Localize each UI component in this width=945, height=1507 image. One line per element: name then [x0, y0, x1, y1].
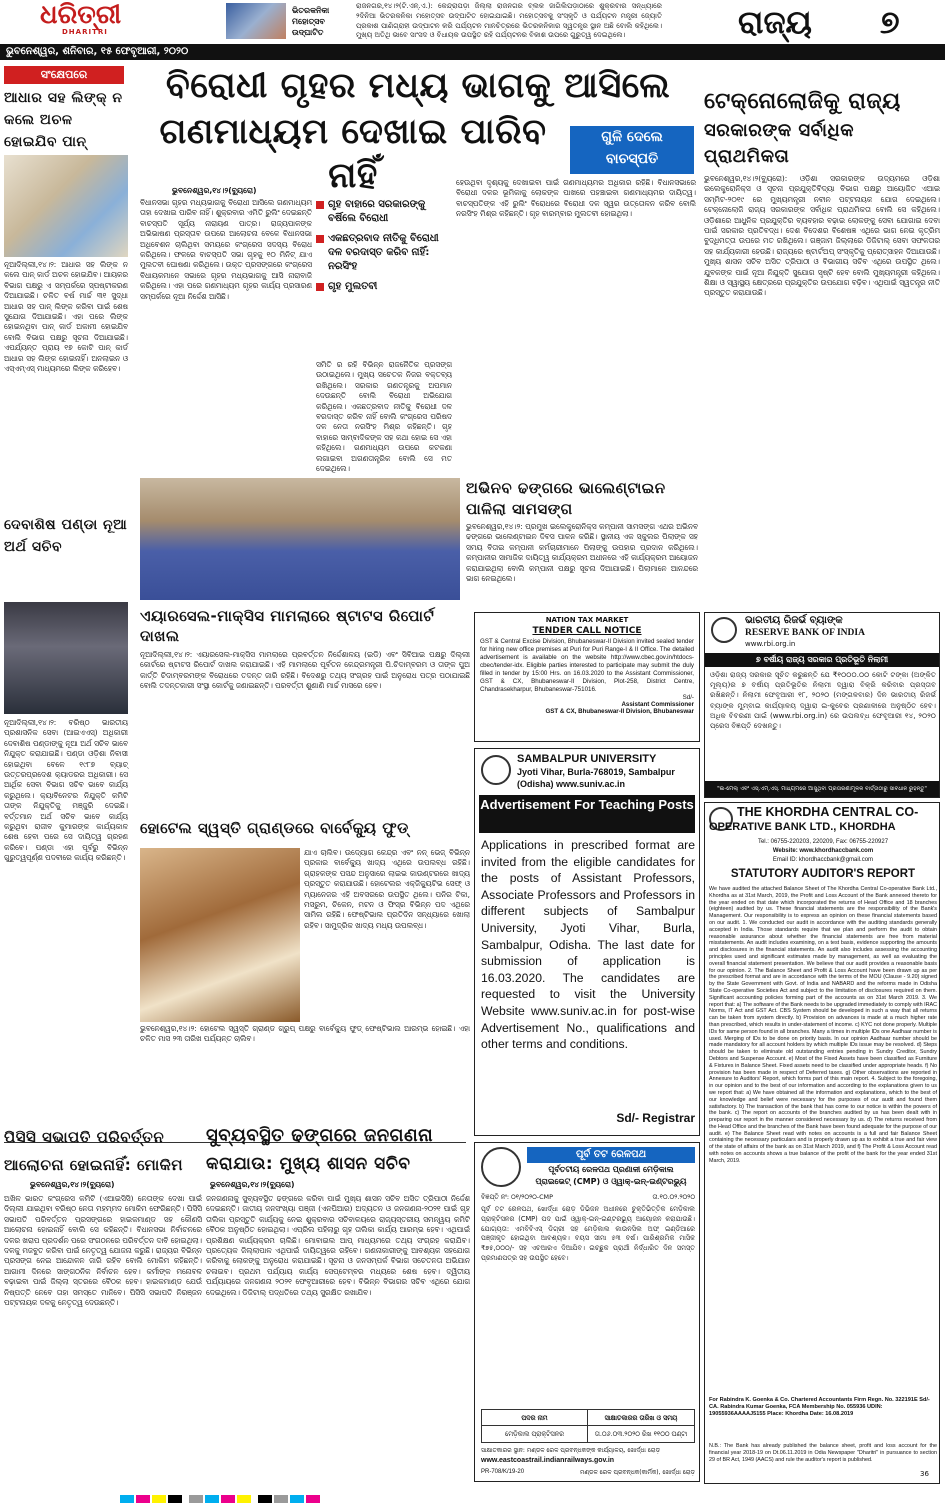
color-swatches: [120, 1488, 820, 1507]
bullet-icon: [316, 235, 324, 243]
lead-tag-line1: ଗୁଳି ଦେଲେ: [601, 129, 663, 145]
bank-contact-3: Email ID: khordhaccbank@gmail.com: [772, 857, 874, 863]
briefs-label: ସଂକ୍ଷେପରେ: [4, 66, 124, 84]
teaching-posts-banner: Advertisement For Teaching Posts: [479, 795, 695, 833]
railway-notice-date: ତା.୧୦.୦୨.୨୦୨୦: [652, 1193, 695, 1201]
rbi-ad: [704, 612, 940, 798]
railway-ad: [474, 1142, 700, 1482]
auditor-nb: N.B.: The Bank has already published the balance sheet, profit and loss account for the financial year 2018-19 on Dt.06.11.2019 in Odia Newspaper "Dharitri" in pursuance to section 29 of BR Act, 1949 (AACS) and rule the auditor's report is published.: [709, 1443, 937, 1463]
aadhaar-pan-photo: [4, 155, 128, 257]
railway-text: ପୂର୍ବ ତଟ ରେଳପଥ, ଖୋର୍ଦ୍ଧା ରୋଡ଼ ଡିଭିଜନ ଅଧୀନରେ ଚୁକ୍ତିଭିତ୍ତିକ ମେଡ଼ିକାଲ ପ୍ରାକ୍ଟିସନର (CMP) ପଦ ପାଇଁ ଓ୍ୱାକ୍-ଇନ୍-ଇଣ୍ଟରଭ୍ୟୁ ଆୟୋଜନ କରାଯାଉଛି। ଯୋଗ୍ୟତା: ଏମବିବିଏସ୍ ଡିଗ୍ରୀ ସହ ମେଡ଼ିକାଲ କାଉନସିଲ ଅଫ୍ ଇଣ୍ଡିଆରେ ପଞ୍ଜୀକୃତ ହୋଇଥିବା ଆବଶ୍ୟକ। ବୟସ ସୀମା ୫୩ ବର୍ଷ। ପାରିଶ୍ରମିକ ମାସିକ ₹୭୫,୦୦୦/- ସହ ଏଚଆରଏ ଦିଆଯିବ। ଇଚ୍ଛୁକ ପ୍ରାର୍ଥୀ ନିର୍ଦ୍ଧାରିତ ଦିନ ସମସ୍ତ ପ୍ରମାଣପତ୍ର ସହ ଉପସ୍ଥିତ ହେବେ।: [481, 1205, 695, 1262]
color-registration-bar: [120, 1488, 820, 1498]
lead-tag-line2: ବାଚସ୍ପତି: [605, 151, 659, 167]
samsung-text: ଭୁବନେଶ୍ୱର,୧୪।୨: ପ୍ରମୁଖ ଇଲେକ୍ଟ୍ରୋନିକ୍ସ କମ୍ପାନୀ ସାମସଙ୍ଗ ଏଥର ଅଭିନବ ଢଙ୍ଗରେ ଭାଲେଣ୍ଟାଇନ ଦିବସ ପାଳନ କରିଛି। ସ୍ଥାନୀୟ ଏକ ସ୍କୁଲର ପିଲାଙ୍କ ସହ ସମୟ ବିତାଇ କମ୍ପାନୀ କର୍ମଚାରୀମାନେ ପିଲାଙ୍କୁ ଉପହାର ପ୍ରଦାନ କରିଥିଲେ। କମ୍ପାନୀର ସାମାଜିକ ଦାୟିତ୍ୱ କାର୍ଯ୍ୟକ୍ରମ ଅଧୀନରେ ଏହି କାର୍ଯ୍ୟକ୍ରମ ଆୟୋଜନ କରାଯାଇଥିଲା ବୋଲି କମ୍ପାନୀ ପକ୍ଷରୁ ସୂଚନା ଦିଆଯାଇଛି। ପିଲାମାନେ ଆନନ୍ଦରେ ଭାଗ ନେଇଥିଲେ।: [466, 522, 698, 584]
railway-head-1: ପୂର୍ବ ତଟ ରେଳପଥ: [527, 1147, 695, 1163]
page-number: ୭: [880, 3, 900, 41]
university-address-1: Jyoti Vihar, Burla-768019, Sambalpur: [517, 767, 675, 777]
lead-dateline: ଭୁବନେଶ୍ୱର,୧୪।୨(ବ୍ୟୁରୋ): [172, 186, 257, 195]
auditor-report-title: STATUTORY AUDITOR'S REPORT: [730, 868, 916, 880]
table-header-post: ପଦର ନାମ: [482, 1410, 588, 1426]
event-photo: [226, 3, 286, 39]
pcc-text: ଅଖିଳ ଭାରତ କଂଗ୍ରେସ କମିଟି (ଏଆଇସିସି) ନେତାଙ୍କ ଦେଖା ପାଇଁ ଦିଲ୍ଲୀ ଯାଇଥିବା ବରିଷ୍ଠ ନେତା ମହମ୍ମଦ ମୋକିମ ଫେରିଛନ୍ତି। ପିସିସି ସଭାପତି ପରିବର୍ତ୍ତନ ପ୍ରସଙ୍ଗରେ ହାଇକମାଣ୍ଡ ସହ କୌଣସି ଆଲୋଚନା ହୋଇନାହିଁ ବୋଲି ସେ କହିଛନ୍ତି। ବିଧାନସଭା ନିର୍ବାଚନରେ ଦଳର ଖରାପ ପ୍ରଦର୍ଶନ ପରେ ସଂଗଠନରେ ପରିବର୍ତ୍ତନ ଦାବି ହୋଇଥିଲା। ଦଳକୁ ମଜବୁତ କରିବା ପାଇଁ ନେତୃତ୍ୱ ଯୋଜନା କରୁଛି। ରାଜ୍ୟର ବିଭିନ୍ନ ପ୍ରସଙ୍ଗ ନେଇ ଆନ୍ଦୋଳନ ଜାରି ରହିବ ବୋଲି ମୋକିମ କହିଛନ୍ତି। ଆଗାମୀ ଦିନରେ ସାଙ୍ଗଠନିକ ନିର୍ବାଚନ ହେବ। କର୍ମୀଙ୍କ ମନୋବଳ ବଢ଼ାଇବା ପାଇଁ ଜିଲ୍ଲା ସ୍ତରରେ ବୈଠକ ହେବ। ହାଇକମାଣ୍ଡ ଯେଉଁ ନିଷ୍ପତ୍ତି ନେବେ ତାହା ସମସ୍ତେ ମାନିବେ। ପିସିସି ସଭାପତି ନିରଞ୍ଜନ ପଟ୍ଟନାୟକ ଦଳକୁ ନେତୃତ୍ୱ ଦେଉଛନ୍ତି।: [4, 1194, 202, 1308]
registrar-sign: Sd/- Registrar: [616, 1111, 695, 1125]
table-cell-post: ମେଡ଼ିକାଲ ପ୍ରାକ୍ଟିସନର: [482, 1426, 588, 1442]
railway-table: [481, 1409, 695, 1443]
pcc-headline-2: ଆଲୋଚନା ହୋଇନାହିଁ: ମୋକିମ: [4, 1156, 183, 1174]
lead-bullet-1: ଗୃହ ବାହାରେ ସରକାରଙ୍କୁ ବର୍ଷିଲେ ବିରୋଧୀ: [316, 198, 452, 226]
table-header-date: ସାକ୍ଷାତକାରର ତାରିଖ ଓ ସମୟ: [588, 1410, 694, 1426]
bullet-icon: [316, 201, 324, 209]
tender-org: NATION TAX MARKET: [545, 616, 629, 624]
newspaper-logo: ଧରିତ୍ରୀ: [40, 0, 122, 30]
sambalpur-ad: [474, 748, 700, 1136]
sambalpur-body: Applications in prescribed format are invited from the eligible candidates for the posts of Assistant Professors, Associate Professors and Professors in different subjects of Sambalpur University, Jyoti Vihar, Burla, Sambalpur, Odisha. The last date for submission of application is 16.03.2020. The candidates are requested to visit the University Website www.suniv.ac.in for post-wise Advertisement No., qualifications and other terms and conditions.: [481, 838, 695, 1052]
railway-notice-no: ବିଜ୍ଞପ୍ତି ନଂ: ୦୧/୨୦୨୦-CMP: [481, 1193, 553, 1201]
dateline: ଭୁବନେଶ୍ୱର, ଶନିବାର, ୧୫ ଫେବୃଆରୀ, ୨୦୨୦: [6, 46, 189, 57]
brief-story-finance-secy: ନୂଆଦିଲ୍ଲୀ,୧୪।୨: ବରିଷ୍ଠ ଭାରତୀୟ ପ୍ରଶାସନିକ ସେବା (ଆଇଏଏସ୍) ଅଧିକାରୀ ଦେବାଶିଷ ପଣ୍ଡାଙ୍କୁ ନୂଆ ଅର୍ଥ ସଚିବ ଭାବେ ନିଯୁକ୍ତ କରାଯାଇଛି। ପଣ୍ଡା ଓଡ଼ିଶା ନିବାସୀ ହୋଇଥିବା ବେଳେ ୧୯୮୭ ବ୍ୟାଚ୍ ଉତ୍ତରପ୍ରଦେଶ କ୍ୟାଡରର ଅଧିକାରୀ। ସେ ଆର୍ଥିକ ସେବା ବିଭାଗ ସଚିବ ଭାବେ କାର୍ଯ୍ୟ କରୁଥିଲେ। କ୍ୟାବିନେଟର ନିଯୁକ୍ତି କମିଟି ତାଙ୍କ ନିଯୁକ୍ତିକୁ ମଞ୍ଜୁରି ଦେଇଛି। ବର୍ତ୍ତମାନ ଅର୍ଥ ସଚିବ ଭାବେ କାର୍ଯ୍ୟ କରୁଥିବା ରାଜୀବ କୁମାରଙ୍କ କାର୍ଯ୍ୟକାଳ ଶେଷ ହେବା ପରେ ସେ ଦାୟିତ୍ୱ ଗ୍ରହଣ କରିବେ। ପଣ୍ଡା ଏହା ପୂର୍ବରୁ ବିଭିନ୍ନ ଗୁରୁତ୍ୱପୂର୍ଣ୍ଣ ପଦବୀରେ କାର୍ଯ୍ୟ କରିଛନ୍ତି।: [4, 718, 128, 863]
brief-story-aadhaar: ନୂଆଦିଲ୍ଲୀ,୧୪।୨: ଆଧାର ସହ ଲିଙ୍କ ନ କଲେ ପାନ୍ କାର୍ଡ ଅଚଳ ହୋଇଯିବ। ଆୟକର ବିଭାଗ ପକ୍ଷରୁ ଏ ସମ୍ପର୍କରେ ସ୍ପଷ୍ଟୀକରଣ ଦିଆଯାଇଛି। ଚଳିତ ବର୍ଷ ମାର୍ଚ୍ଚ ୩୧ ସୁଦ୍ଧା ଆଧାର ସହ ପାନ୍ ଲିଙ୍କ କରିବା ପାଇଁ ଶେଷ ସୁଯୋଗ ଦିଆଯାଇଛି। ଏହା ପରେ ଲିଙ୍କ ହୋଇନଥିବା ପାନ୍ କାର୍ଡ ଅକାମୀ ହୋଇଯିବ ବୋଲି ବିଭାଗ ପକ୍ଷରୁ ସୂଚନା ଦିଆଯାଇଛି। ଏପର୍ଯ୍ୟନ୍ତ ପ୍ରାୟ ୧୭ କୋଟି ପାନ୍ କାର୍ଡ ଆଧାର ସହ ଲିଙ୍କ ହୋଇନାହିଁ। ଅନଲାଇନ ଓ ଏସ୍ଏମ୍ଏସ୍ ମାଧ୍ୟମରେ ଲିଙ୍କ କରିହେବ।: [4, 260, 128, 374]
rbi-url: www.rbi.org.in: [745, 640, 796, 648]
printer-page-number: 36: [920, 1470, 929, 1478]
hotel-caption: ଭୁବନେଶ୍ୱର,୧୪।୨: ହୋଟେଲ ସ୍ୱସ୍ତି ଗ୍ରାଣ୍ଡ ଗ୍ରୁପ୍ ପକ୍ଷରୁ ବାର୍ବେକ୍ୟୁ ଫୁଡ୍ ଫେଷ୍ଟିଭାଲ ଆରମ୍ଭ ହୋଇଛି। ଏହା ଚଳିତ ମାସ ୨୩ ତାରିଖ ପର୍ଯ୍ୟନ୍ତ ଚାଲିବ।: [140, 1024, 470, 1044]
brief-headline-aadhaar: ଆଧାର ସହ ଲିଙ୍କ୍ ନ କଲେ ଅଚଳ ହୋଇଯିବ ପାନ୍: [4, 90, 123, 150]
tender-title: TENDER CALL NOTICE: [532, 626, 642, 636]
lead-headline-1: ବିରୋଧୀ ଗୃହର ମଧ୍ୟ ଭାଗକୁ ଆସିଲେ: [165, 66, 671, 106]
brief-headline-finance-secy: ଦେବାଶିଷ ପଣ୍ଡା ନୂଆ ଅର୍ଥ ସଚିବ: [4, 517, 128, 555]
railway-web: www.eastcoastrail.indianrailways.gov.in: [481, 1457, 615, 1464]
khordha-bank-ad: [704, 802, 940, 1484]
aircel-headline: ଏୟାରସେଲ-ମାକ୍ସିସ ମାମଲାରେ ଷ୍ଟାଟସ ରିପୋର୍ଟ ଦାଖଲ: [140, 607, 435, 645]
masthead: [0, 0, 945, 44]
railway-sign: ମଣ୍ଡଳ ରେଳ ପ୍ରବନ୍ଧକ(କାର୍ମିକ), ଖୋର୍ଦ୍ଧା ରୋଡ଼: [579, 1469, 695, 1476]
university-name: SAMBALPUR UNIVERSITY: [517, 753, 657, 765]
lead-bullets: [316, 198, 452, 358]
auditor-report-text: We have audited the attached Balance Sheet of The Khordha Central Co-operative Bank Ltd., Khordha as at 31st March, 2019, the Profit and Loss Account of the Bank annexed thereto for the year ended on that date which incorporated the returns of Head Office and 18 branches (eighteen) audited by us. These financial statements are the responsibility of the Bank's Management. Our responsibility is to express an opinion on these financial statements based on our audit. 1. We conducted our audit in accordance with the auditing standards generally accepted in India. Those standards require that we plan and perform the audit to obtain reasonable assurance about whether the financial statements are free from material misstatements. An audit includes examining, on a test basis, evidence supporting the amounts and disclosures in the financial statements. An audit also includes assessing the accounting principles used and significant estimates made by management, as well as evaluating the overall financial statement presentation. We believe that our audit provides a reasonable basis for our opinion. 2. The Balance Sheet and Profit & Loss Account have been drawn up as per the prescribed format and are in accordance with the terms of the MOU (Clause - 9.20) signed by the State Government with Govt. of India and NABARD and the reforms made in Odisha State Co-operative Societies Act and subject to the limitation of disclosures required on them. Significant accounting policies forming part of the accounts as on 31st March 2019. 3. We report that: a) The software of the Bank needs to be upgraded immediately to comply with IRAC Norms, IT Act and GST Act. CBS System should be developed in such a way that all returns can be taken from system directly. b) Provision on advances is made at a much higher rate than prescribed, which results in under-statement of income. c) KYC not done properly. Multiple IDs for same person found in all branches. Many a times in multiple IDs one Aadhaar number is used. Merging of IDs to be done on priority basis. In our opinion Aadhaar number should be made mandatory for all account holders by which multiple IDs issue may be resolved. d) Steps should be taken to eliminate old outstanding entries pending in Sundry Creditor, Sundry Debtors and Suspense Account. e) Most of the Fixed Assets have been classified as Furniture & Fixtures in Balance Sheet. Fixed assets need to be classified under appropriate heads. f) No provision has been made in respect of Deferred taxes. g) Other observations are reported in Annexure to Auditors' Report, which forms part of this main report. 4. Subject to the foregoing, in our opinion and to the best of our information and according to the explanations given to us we report that: a) We have obtained all the information and explanations, which to the best of our knowledge and belief were necessary for the purposes of our audit and found them satisfactory. b) The transaction of the bank that has come to our notice is within the powers of the bank. c) The report on accounts of the branches audited by us has been dealt with in preparing our report in the manner considered necessary by us. d) The returns received from the Head Office and the branches of the Bank have been found adequate for the purpose of our audit. e) The Balance Sheet read with notes on accounts is a full and fair Balance Sheet containing the necessary particulars and is properly drawn up as to exhibit a true and fair view of the state of affairs of the bank as on 31st March 2019, and f) The Profit & Loss Account read with notes on accounts shows a true balance of the profit of the bank for the year ended 31st March, 2019.: [709, 886, 937, 1164]
railway-footer: ସାକ୍ଷାତକାରର ସ୍ଥାନ: ମଣ୍ଡଳ ରେଳ ପ୍ରବନ୍ଧକଙ୍କ କାର୍ଯ୍ୟାଳୟ, ଖୋର୍ଦ୍ଧା ରୋଡ଼: [481, 1447, 661, 1454]
tender-text: GST & Central Excise Division, Bhubaneswar-II Division invited sealed tender for hiring new office premises at Puri for Puri Range-I & II Office. The detailed advertisement is available on the website http://www.cbec.gov.in/htdocs-cbec/tender-idx. Eligible parties interested to participate may submit the duly filled in tender by 15:00 Hrs. on 16.03.2020 to the Assistant Commissioner, GST & CX, Bhubaneswar-II Division, Plot-258, District Centre, Chandrasekharpur, Bhubaneswar-751016.: [480, 638, 694, 693]
aircel-text: ନୂଆଦିଲ୍ଲୀ,୧୪।୨: ଏୟାରସେଲ-ମାକ୍ସିସ ମାମଲାରେ ପ୍ରବର୍ତ୍ତନ ନିର୍ଦ୍ଦେଶାଳୟ (ଇଡି) ଏବଂ ସିବିଆଇ ପକ୍ଷରୁ ଦିଲ୍ଲୀ କୋର୍ଟରେ ଷ୍ଟାଟସ ରିପୋର୍ଟ ଦାଖଲ କରାଯାଇଛି। ଏହି ମାମଲାରେ ପୂର୍ବତନ କେନ୍ଦ୍ରମନ୍ତ୍ରୀ ପି.ଚିଦାମ୍ବରମ ଓ ତାଙ୍କ ପୁଅ କାର୍ତ୍ତି ଚିଦାମ୍ବରମଙ୍କ ବିରୋଧରେ ତଦନ୍ତ ଜାରି ରହିଛି। ବିଦେଶରୁ ତଥ୍ୟ ସଂଗ୍ରହ ପାଇଁ ଅନୁରୋଧ ପତ୍ର ପଠାଯାଇଛି ବୋଲି ତଦନ୍ତକାରୀ ସଂସ୍ଥା କୋର୍ଟକୁ ଜଣାଇଛନ୍ତି। ପରବର୍ତ୍ତୀ ଶୁଣାଣି ମାର୍ଚ୍ଚ ମାସରେ ହେବ।: [140, 650, 470, 691]
newspaper-logo-en: DHARITRI: [62, 28, 108, 36]
lead-body-2: ସମିତି ର ରହି ବିଭିନ୍ନ ରାଜନୈତିକ ପ୍ରସଙ୍ଗ ଉଠାଇଥିଲେ। ମୁଖ୍ୟ ସଚେତକ ନିଜର ବକ୍ତବ୍ୟ ରଖିଥିଲେ। ସରକାର ଗଣତନ୍ତ୍ରକୁ ଅପମାନ ଦେଉଛନ୍ତି ବୋଲି ବିରୋଧୀ ଅଭିଯୋଗ କରିଥିଲେ। ଏକଛତ୍ରବାଦ ନୀତିକୁ ବିରୋଧୀ ଦଳ ବରଦାସ୍ତ କରିବ ନାହିଁ ବୋଲି କଂଗ୍ରେସ ପରିଷଦ ଦଳ ନେତା ନରସିଂହ ମିଶ୍ର କହିଛନ୍ତି। ଗୃହ ବାହାରେ ସାମ୍ବାଦିକଙ୍କ ସହ କଥା ହୋଇ ସେ ଏହା କହିଥିଲେ। ଗଣମାଧ୍ୟମ ଉପରେ କଟକଣା ଲଗାଇବା ଅଗଣତାନ୍ତ୍ରିକ ବୋଲି ସେ ମତ ଦେଇଥିଲେ।: [316, 360, 452, 474]
tender-sign-1: Sd/-: [682, 694, 694, 701]
bank-contact-1: Tel.: 06755-220203, 220209, Fax: 06755-220927: [757, 839, 889, 845]
dateline-bar: [0, 44, 945, 60]
rbi-text: ଓଡ଼ିଶା ରାଜ୍ୟ ସରକାର ସୂଚିତ କରୁଛନ୍ତି ଯେ ₹୧୦୦୦.୦୦ କୋଟି ଟଙ୍କା (ଅଙ୍କିତ ମୂଲ୍ୟ)ର ୭ ବର୍ଷୀୟ ପ୍ରତିଭୂତିର ନିଲାମୀ ଦ୍ୱାରା ବିକ୍ରି କରିବାର ପ୍ରସ୍ତାବ ରଖିଛନ୍ତି। ନିଲାମୀ ଫେବୃଆରୀ ୧୮, ୨୦୨୦ (ମଙ୍ଗଳବାର) ଦିନ ଭାରତୀୟ ରିଜର୍ଭ ବ୍ୟାଙ୍କ ମୁମ୍ବାଇ କାର୍ଯ୍ୟାଳୟ ଦ୍ୱାରା ଇ-କୁବେର ପ୍ରଣାଳୀରେ ଅନୁଷ୍ଠିତ ହେବ। ଅଧିକ ବିବରଣୀ ପାଇଁ (www.rbi.org.in) ରେ ଉପଲବ୍ଧ ଫେବୃଆରୀ ୧୪, ୨୦୨୦ ପ୍ରେସ ବିଜ୍ଞପ୍ତି ଦେଖନ୍ତୁ।: [710, 670, 936, 731]
bank-name-2: OPERATIVE BANK LTD., KHORDHA: [709, 821, 896, 833]
rbi-bar: ୭ ବର୍ଷୀୟ ରାଜ୍ୟ ସରକାର ପ୍ରତିଭୂତି ନିଲାମୀ: [705, 653, 939, 667]
university-emblem-icon: [481, 755, 511, 785]
table-cell-date: ତା.୦୬.୦୩.୨୦୨୦ ରିଖ ୧୧୦୦ ଘଣ୍ଟା: [594, 1430, 688, 1438]
lead-body-1: ବିଧାନସଭା ଗୃହର ମଧ୍ୟଭାଗକୁ ବିରୋଧୀ ଆସିଲେ ଗଣମାଧ୍ୟମ ତାହା ଦେଖାଇ ପାରିବ ନାହିଁ। ଶୁକ୍ରବାର ଏମିତି ରୁଲିଂ ଦେଇଛନ୍ତି ବାଚସ୍ପତି ସୂର୍ଯ୍ୟ ନାରାୟଣ ପାତ୍ର। ରାଜ୍ୟପାଳଙ୍କ ଅଭିଭାଷଣ ପ୍ରସ୍ତାବ ଉପରେ ଆଲୋଚନା ବେଳେ ବିଧାନସଭା ଅଧିବେଶନ ଚାଲିଥିବା ସମୟରେ କଂଗ୍ରେସ ସଦସ୍ୟ ବିରୋଧ କରିଥିଲେ। ଫଳରେ ବାଚସ୍ପତି ସଭା ଗୃହକୁ ୧୦ ମିନିଟ୍ ଯାଏ ମୁଲତବୀ ଘୋଷଣା କରିଥିଲେ। ଉକ୍ତ ପ୍ରସଙ୍ଗରେ କଂଗ୍ରେସ ବିଧାୟକମାନେ ସଭାରେ ଗୃହର ମଧ୍ୟଭାଗକୁ ଆସି ନାରାବାଜି କରିଥିଲେ। ଏହା ପରେ ଗଣମାଧ୍ୟମ ଗୃହର କାର୍ଯ୍ୟ ପ୍ରସାରଣ ସମ୍ପର୍କରେ ନୂଆ ନିର୍ଦ୍ଦେଶ ଆସିଛି।: [140, 198, 312, 301]
lead-body-3: ହେଉଥିବା ଦୃଶ୍ୟକୁ ଦେଖାଇବା ପାଇଁ ଗଣମାଧ୍ୟମର ଅଧିକାର ରହିଛି। ବିଧାନସଭାରେ ବିରୋଧୀ ଦଳର ଭୂମିକାକୁ ଲୋକଙ୍କ ପାଖରେ ପହଞ୍ଚାଇବା ଗଣମାଧ୍ୟମର ଦାୟିତ୍ୱ। ବାଚସ୍ପତିଙ୍କ ଏହି ରୁଲିଂ ବିରୋଧରେ ବିରୋଧୀ ଦଳ ସ୍ୱର ଉତ୍ତୋଳନ କରିବ ବୋଲି ନରସିଂହ ମିଶ୍ର କହିଛନ୍ତି। ଗୃହ ବାରମ୍ବାର ମୁଲତବୀ ହୋଇଥିଲା।: [456, 178, 696, 219]
top-story-text: ରାଜନଗର,୧୪।୨(ଟି.ଏନ୍.ଏ.): କେନ୍ଦ୍ରାପଡ଼ା ଜିଲ୍ଲା ରାଜନଗର ବ୍ଲକ ଜାଗିଲିପଡ଼ାଠାରେ ଶୁକ୍ରବାର ସନ୍ଧ୍ୟାରେ ୨ଦିନିଆ ଭିତରକନିକା ମହୋତ୍ସବ ଉଦ୍‌ଘାଟିତ ହୋଇଯାଇଛି। ମହୋତ୍ସବକୁ ସଂସ୍କୃତି ଓ ପର୍ଯ୍ୟଟନ ମନ୍ତ୍ରୀ ଜ୍ୟୋତି ପ୍ରକାଶ ପାଣିଗ୍ରାହୀ ଉଦ୍‌ଘାଟନ କରି ପର୍ଯ୍ୟଟନ ମାନଚିତ୍ରରେ ଭିତରକନିକାର ସ୍ୱତନ୍ତ୍ର ସ୍ଥାନ ଅଛି ବୋଲି କହିଥିଲେ। ମୁଖ୍ୟ ଅତିଥି ଭାବେ ସାଂସଦ ଓ ବିଧାୟକ ଉପସ୍ଥିତ ରହି ପର୍ଯ୍ୟଟନର ବିକାଶ ଉପରେ ଗୁରୁତ୍ୱ ଦେଇଥିଲେ।: [356, 2, 662, 40]
bank-name-1: THE KHORDHA CENTRAL CO-: [737, 805, 919, 819]
census-headline-1: ସୁବ୍ୟବସ୍ଥିତ ଢଙ୍ଗରେ ଜନଗଣନା: [206, 1125, 434, 1146]
rbi-footer: "ଇ-ମେଲ୍ ଏବଂ ଏସ୍.ଏମ୍.ଏସ୍. ମାଧ୍ୟମରେ ଆସୁଥିବା ପ୍ରତାରଣାମୂଳକ ବାର୍ତ୍ତାଠାରୁ ସାବଧାନ ରୁହନ୍ତୁ": [705, 781, 939, 797]
tender-ad: [474, 612, 700, 742]
samsung-headline: ଅଭିନବ ଢଙ୍ଗରେ ଭାଲେଣ୍ଟାଇନ ପାଳିଲା ସାମସଙ୍ଗ: [466, 479, 666, 518]
railway-logo-icon: [481, 1147, 521, 1187]
tech-text: ଭୁବନେଶ୍ୱର,୧୪।୨(ବ୍ୟୁରୋ): ଓଡ଼ିଶା ସରକାରଙ୍କ ଉଦ୍ୟମରେ ଓଡ଼ିଶା ଇଲେକ୍ଟ୍ରୋନିକ୍ସ ଓ ସୂଚନା ପ୍ରଯୁକ୍ତିବିଦ୍ୟା ବିଭାଗ ପକ୍ଷରୁ ଆୟୋଜିତ ଏଆଇ ସମ୍ମିଟ-୨୦୧୯ ରେ ମୁଖ୍ୟମନ୍ତ୍ରୀ ନବୀନ ପଟ୍ଟନାୟକ ଯୋଗ ଦେଇଥିଲେ। ଟେକ୍ନୋଲୋଜି ରାଜ୍ୟ ସରକାରଙ୍କ ସର୍ବାଧିକ ପ୍ରାଥମିକତା ବୋଲି ସେ କହିଥିଲେ। ଓଡ଼ିଶାରେ ଆଧୁନିକ ପ୍ରଯୁକ୍ତିର ବ୍ୟବହାର ବଢ଼ାଇ ଲୋକଙ୍କୁ ସେବା ଯୋଗାଇ ଦେବା ପାଇଁ ସରକାର ପ୍ରତିବଦ୍ଧ। ଦେଶ ବିଦେଶର ବିଶେଷଜ୍ଞ ଏଥିରେ ଭାଗ ନେଇ କୃତ୍ରିମ ବୁଦ୍ଧିମତ୍ତା ଉପରେ ମତ ରଖିଥିଲେ। ଗଞ୍ଜାମ ଜିଲ୍ଲାରେ ଡିଜିଟାଲ୍ ସେବା ସଫଳତାର ସହ କାର୍ଯ୍ୟକାରୀ ହେଉଛି। ରାଜ୍ୟରେ ଷ୍ଟାର୍ଟଅପ୍ ସଂସ୍କୃତିକୁ ପ୍ରୋତ୍ସାହନ ଦିଆଯାଉଛି। ମୁଖ୍ୟ ଶାସନ ସଚିବ ଅସିତ ତ୍ରିପାଠୀ ଓ ବିଭାଗୀୟ ସଚିବ ଏଥିରେ ଉପସ୍ଥିତ ଥିଲେ। ଯୁବକଙ୍କ ପାଇଁ ନୂଆ ନିଯୁକ୍ତି ସୁଯୋଗ ସୃଷ୍ଟି ହେବ ବୋଲି ମୁଖ୍ୟମନ୍ତ୍ରୀ କହିଥିଲେ। ଶିକ୍ଷା ଓ ସ୍ୱାସ୍ଥ୍ୟ କ୍ଷେତ୍ରରେ ପ୍ରଯୁକ୍ତିର ଉପଯୋଗ ବଢ଼ିବ। ଏଥିପାଇଁ ସ୍ୱତନ୍ତ୍ର ନୀତି ପ୍ରସ୍ତୁତ କରାଯାଉଛି।: [704, 174, 940, 298]
tech-headline-2: ସରକାରଙ୍କ ସର୍ବାଧିକ ପ୍ରାଥମିକତା: [704, 120, 855, 167]
tech-headline-1: ଟେକ୍ନୋଲୋଜିକୁ ରାଜ୍ୟ: [704, 89, 901, 114]
hotel-text: ଯାଏ ଚାଲିବ। ଉଦ୍ୟୋଗ କେନ୍ଦ୍ର ଏବଂ ନନ୍ ଭେଜ୍ ବିଭିନ୍ନ ପ୍ରକାର ବାର୍ବେକ୍ୟୁ ଖାଦ୍ୟ ଏଥିରେ ଉପଲବ୍ଧ ରହିଛି। ଗ୍ରାହକଙ୍କ ପସନ୍ଦ ଅନୁସାରେ ଲାଇଭ କାଉଣ୍ଟରରେ ଖାଦ୍ୟ ପ୍ରସ୍ତୁତ କରାଯାଉଛି। ହୋଟେଲର ଏକ୍ଜିକ୍ୟୁଟିଭ ସେଫ୍ ଓ ମ୍ୟାନେଜର ଏହି ଅବସରରେ ଉପସ୍ଥିତ ଥିଲେ। ପନିର ଟିକା, ମସରୁମ, ଚିକେନ, ମଟନ ଓ ଫିସ୍‌ର ବିଭିନ୍ନ ପଦ ଏଥିରେ ସାମିଲ ରହିଛି। ଫେଷ୍ଟିଭାଲ ପ୍ରତିଦିନ ସନ୍ଧ୍ୟାରେ ଖୋଲା ରହିବ। ସାମୁଦ୍ରିକ ଖାଦ୍ୟ ମଧ୍ୟ ଉପଲବ୍ଧ।: [304, 848, 470, 930]
railway-head-2: ପୂର୍ବତଟୀୟ ରେଳପଥ ପ୍ରଣାଳୀ ମେଡ଼ିକାଲ: [548, 1165, 674, 1174]
census-headline-2: କରାଯାଉ: ମୁଖ୍ୟ ଶାସନ ସଚିବ: [206, 1154, 411, 1174]
tender-sign-2: Assistant Commissioner: [621, 701, 694, 708]
rbi-name-en: RESERVE BANK OF INDIA: [745, 628, 865, 638]
section-title: ରାଜ୍ୟ: [738, 3, 812, 41]
pcc-headline-1: ପିସିସି ସଭାପତି ପରିବର୍ତ୍ତନ: [4, 1128, 165, 1146]
rbi-emblem-icon: [711, 617, 737, 643]
barbecue-photo: [140, 848, 300, 1022]
top-story-label: ଭିତରକନିକା ମହୋତ୍ସବ ଉଦ୍‌ଘାଟିତ: [292, 6, 330, 37]
university-address-2: (Odisha) www.suniv.ac.in: [517, 779, 626, 789]
bank-contact-2: Website: www.khordhaccbank.com: [772, 848, 874, 854]
portrait-photo: [4, 602, 128, 714]
lead-bullet-2: ଏକଛତ୍ରବାଦ ନୀତିକୁ ବିରୋଧୀ ଦଳ ବରଦାସ୍ତ କରିବ ନାହିଁ: ନରସିଂହ: [316, 232, 452, 274]
bullet-icon: [316, 283, 324, 291]
lead-headline-2: ଗଣମାଧ୍ୟମ ଦେଖାଇ ପାରିବ ନାହିଁ: [159, 112, 547, 196]
samsung-photo: [140, 478, 460, 600]
lead-bullet-3: ଗୃହ ମୁଲତବୀ: [316, 280, 452, 294]
census-dateline: ଭୁବନେଶ୍ୱର,୧୪।୨(ବ୍ୟୁରୋ): [210, 1180, 295, 1189]
pcc-dateline: ଭୁବନେଶ୍ୱର,୧୪।୨(ବ୍ୟୁରୋ): [30, 1180, 115, 1189]
rbi-name-odia: ଭାରତୀୟ ରିଜର୍ଭ ବ୍ୟାଙ୍କ: [745, 615, 843, 626]
railway-head-3: ପ୍ରାଇଭେଟ୍ (CMP) ଓ ଓ୍ୱାକ୍-ଇନ୍-ଇଣ୍ଟରଭ୍ୟୁ: [535, 1177, 687, 1186]
railway-code: PR-708/K/19-20: [481, 1469, 525, 1475]
tender-sign-3: GST & CX, Bhubaneswar-II Division, Bhubaneswar: [545, 708, 694, 715]
lead-tag: [570, 126, 694, 174]
census-text: ଜନଗଣନାକୁ ସୁବ୍ୟବସ୍ଥିତ ଢଙ୍ଗରେ କରିବା ପାଇଁ ମୁଖ୍ୟ ଶାସନ ସଚିବ ଅସିତ ତ୍ରିପାଠୀ ନିର୍ଦ୍ଦେଶ ଦେଇଛନ୍ତି। ଜାତୀୟ ଜନସଂଖ୍ୟା ପଞ୍ଜୀ (ଏନପିଆର) ଅଦ୍ୟତନ ଓ ଜନଗଣନା-୨୦୨୧ ପାଇଁ ଗୃହ ତାଲିକା ପ୍ରସ୍ତୁତି କାର୍ଯ୍ୟକୁ ନେଇ ଶୁକ୍ରବାର ସଚିବାଳୟରେ ରାଜ୍ୟସ୍ତରୀୟ ସମନ୍ୱୟ କମିଟି ବୈଠକ ଅନୁଷ୍ଠିତ ହୋଇଥିଲା। ଏପ୍ରିଲ ପହିଲାରୁ ଗୃହ ତାଲିକା କାର୍ଯ୍ୟ ଆରମ୍ଭ ହେବ। ଏଥିପାଇଁ ପ୍ରଶିକ୍ଷଣ କାର୍ଯ୍ୟକ୍ରମ ଚାଲିଛି। ମୋବାଇଲ ଆପ୍ ମାଧ୍ୟମରେ ତଥ୍ୟ ସଂଗ୍ରହ କରାଯିବ। ପ୍ରତ୍ୟେକ ଜିଲ୍ଲାପାଳ ଏଥିପାଇଁ ଦାୟିତ୍ୱରେ ରହିବେ। ଗଣନାକାରୀଙ୍କୁ ଆବଶ୍ୟକ ସହଯୋଗ କରିବାକୁ ଲୋକଙ୍କୁ ଅନୁରୋଧ କରାଯାଇଛି। ସୂଚନା ଓ ଜନସମ୍ପର୍କ ବିଭାଗ ସଚେତନତା ଅଭିଯାନ ଚଳାଇବ। ପ୍ରଥମ ପର୍ଯ୍ୟାୟ କାର୍ଯ୍ୟ ସେପ୍ଟେମ୍ବର ମଧ୍ୟରେ ଶେଷ ହେବ। ଦ୍ୱିତୀୟ ପର୍ଯ୍ୟାୟରେ ଜନଗଣନା ୨୦୨୧ ଫେବୃଆରୀରେ ହେବ। ବିଭିନ୍ନ ବିଭାଗର ସଚିବ ଏଥିରେ ଯୋଗ ଦେଇଥିଲେ। ଡିଜିଟାଲ୍ ପଦ୍ଧତିରେ ତଥ୍ୟ ସୁରକ୍ଷିତ ରଖାଯିବ।: [206, 1194, 470, 1297]
auditor-sign: For Rabindra K. Goenka & Co. Chartered Accountants Firm Regn. No. 322191E Sd/- CA. Rabindra Kumar Goenka, FCA Membership No. 055936 UDIN: 19055936AAAAJ5155 Place: Khordha Date: 16.08.2019: [709, 1397, 930, 1417]
hotel-headline: ହୋଟେଲ ସ୍ୱସ୍ତି ଗ୍ରାଣ୍ଡରେ ବାର୍ବେକ୍ୟୁ ଫୁଡ୍: [140, 819, 409, 837]
